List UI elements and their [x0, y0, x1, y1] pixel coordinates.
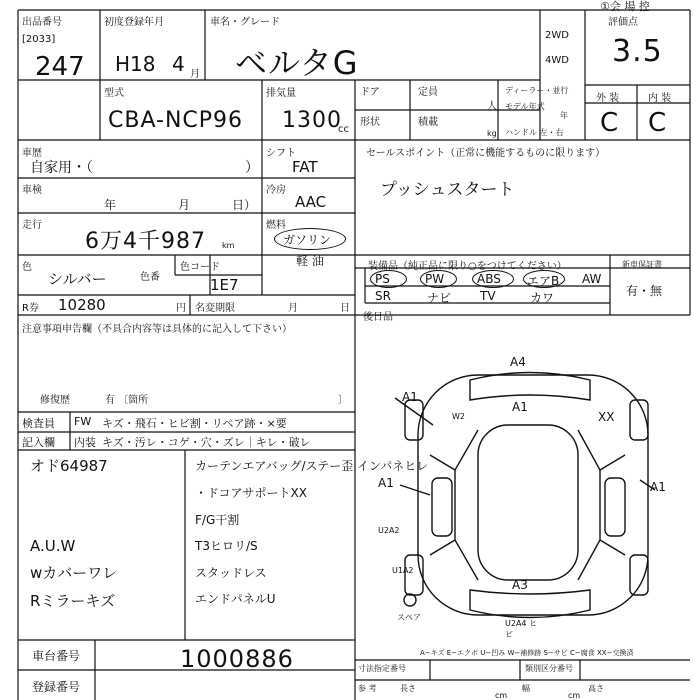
lot-sub: [2033] [22, 34, 56, 45]
recycle-label: R券 [22, 303, 39, 314]
equip-aw: AW [582, 272, 602, 286]
reference-label: 参 考 [358, 684, 377, 693]
capacity-label: 定員 [418, 87, 438, 98]
note-right-1: カーテンエアバッグ/ステー歪 インパネヒレ [195, 459, 429, 473]
equip-abs-circle [472, 270, 514, 288]
entry-items: キズ・汚レ・コゲ・穴・ズレ｜キレ・破レ [102, 436, 311, 449]
exterior-value: C [600, 108, 620, 138]
equip-abs: ABS [477, 272, 501, 286]
reg-no-label: 登録番号 [32, 680, 81, 694]
damage-mark-left-side: A1 [378, 476, 394, 490]
warranty-label: 新車保証書 [622, 260, 662, 269]
recycle-value: 10280 [58, 296, 106, 314]
load-label: 積載 [418, 117, 438, 128]
first-reg-month: 4 [172, 52, 185, 76]
equipment-label: 装備品（純正品に限り○をつけてください） [368, 261, 567, 272]
displacement-label: 排気量 [266, 88, 296, 99]
model-label: 型式 [104, 88, 124, 99]
shift-value: FAT [292, 158, 318, 176]
inspection-month: 月 [178, 198, 191, 212]
note-left-1: オド64987 [30, 457, 108, 475]
length-unit: cm [495, 691, 508, 700]
color-label: 色 [22, 262, 32, 273]
note-left-3: wカバーワレ [30, 564, 118, 582]
note-right-2: ・ドコアサポートXX [195, 486, 307, 500]
equip-airbag-circle [523, 270, 565, 288]
name-change-day: 日 [340, 303, 350, 314]
history-label: 車歴 [22, 148, 42, 159]
header-copy-label: ①会 場 控 [600, 0, 650, 13]
note-left-4: Rミラーキズ [30, 592, 116, 610]
inspection-year: 年 [104, 198, 117, 212]
spare-tire-label: スペア [397, 613, 421, 622]
repair-label: 修復歴 [40, 395, 70, 406]
equip-sr: SR [375, 289, 391, 303]
damage-legend: A−キズ E−エクボ U−凹み W−補修跡 S−サビ C−腐食 XX−交換済 [420, 649, 634, 657]
handle-label: ハンドル 左・右 [505, 128, 564, 137]
inspector-label: 検査員 [22, 417, 55, 430]
damage-mark-u2a2: U2A2 [378, 526, 400, 535]
lot-number: 247 [35, 52, 85, 82]
lot-label: 出品番号 [22, 17, 62, 28]
height-label: 高さ [588, 684, 604, 693]
score-label: 評価点 [608, 17, 638, 28]
interior-label: 内 装 [648, 93, 672, 104]
first-reg-label: 初度登録年月 [104, 17, 164, 28]
mileage-value: 6万4千987 [85, 229, 206, 254]
inspector-fw: FW [74, 415, 92, 428]
note-right-6: エンドパネルU [195, 592, 276, 606]
inspector-items: キズ・飛石・ヒビ割・リペア跡・×要 [102, 417, 287, 430]
load-unit: kg [487, 129, 497, 138]
equip-tv: TV [480, 289, 496, 303]
first-reg-year: H18 [115, 52, 156, 76]
name-change-month: 月 [288, 303, 298, 314]
doors-label: ドア [360, 87, 380, 98]
ac-value: AAC [295, 193, 327, 211]
class-number-label: 類別区分番号 [525, 664, 573, 673]
mileage-label: 走行 [22, 220, 42, 231]
size-number-label: 寸法指定番号 [358, 664, 406, 673]
shape-label: 形状 [360, 117, 380, 128]
damage-mark-w2: W2 [452, 412, 465, 421]
ac-label: 冷房 [266, 185, 286, 196]
drive-4wd: 4WD [545, 55, 569, 66]
equip-airbag: エアB [527, 274, 560, 288]
notes-label: 注意事項申告欄（不具合内容等は具体的に記入して下さい） [22, 324, 292, 335]
car-name-value: ベルタG [235, 44, 359, 82]
fuel-gasoline: ガソリン [283, 233, 332, 247]
color-code-label: 色コード [180, 262, 220, 273]
damage-mark-rear: A4 [510, 355, 526, 369]
note-left-2: A.U.W [30, 537, 76, 555]
score-value: 3.5 [612, 34, 663, 69]
vehicle-no-label: 車台番号 [32, 649, 81, 663]
equip-navi: ナビ [427, 291, 452, 305]
model-year-unit: 年 [560, 111, 568, 120]
name-change-label: 名変期限 [195, 303, 235, 314]
damage-mark-hood: A3 [512, 578, 528, 592]
damage-mark-front: U2A4 ヒビ [505, 619, 538, 639]
displacement-value: 1300 [282, 108, 342, 133]
damage-mark-right-side: A1 [650, 480, 666, 494]
note-right-3: F/G干割 [195, 513, 240, 527]
recycle-unit: 円 [176, 303, 186, 314]
post-date-label: 後日品 [363, 312, 393, 323]
damage-mark-trunk: A1 [512, 400, 528, 414]
car-name-label: 車名・グレード [210, 17, 280, 28]
capacity-unit: 人 [487, 101, 497, 112]
equip-pw-circle [420, 270, 457, 288]
warranty-value: 有・無 [626, 284, 663, 298]
fuel-diesel: 軽 油 [296, 254, 324, 268]
width-unit: cm [568, 691, 581, 700]
inspection-label: 車検 [22, 185, 42, 196]
interior-value: C [648, 108, 668, 138]
selling-value: プッシュスタート [380, 180, 515, 200]
model-year-label: モデル年式 [505, 102, 545, 111]
fuel-label: 燃料 [266, 220, 286, 231]
repair-value: 有 〔箇所 [105, 395, 149, 406]
damage-mark-u1a2: U1A2 [392, 566, 414, 575]
color-number-label: 色番 [140, 272, 160, 283]
note-right-5: スタッドレス [195, 566, 267, 580]
selling-label: セールスポイント（正常に機能するものに限ります） [366, 148, 606, 159]
equip-ps: PS [375, 272, 390, 286]
damage-mark-left-rear: A1 [402, 390, 418, 404]
inspection-day: 日） [232, 198, 257, 212]
displacement-unit: cc [338, 124, 349, 135]
entry-label: 記入欄 [22, 436, 55, 449]
dealer-label: ディーラー・並行 [505, 86, 569, 95]
note-right-4: T3ヒロリ/S [195, 539, 258, 553]
damage-mark-xx: XX [598, 410, 615, 424]
equip-pw: PW [425, 272, 445, 286]
history-value: 自家用・（ [30, 160, 93, 176]
equip-ps-circle [370, 270, 407, 288]
shift-label: シフト [266, 148, 296, 159]
history-close: ） [245, 160, 259, 176]
width-label: 幅 [522, 684, 530, 693]
vehicle-no-value: 1000886 [180, 645, 294, 673]
mileage-unit: km [222, 241, 235, 250]
color-value: シルバー [48, 270, 107, 288]
model-value: CBA-NCP96 [108, 108, 244, 133]
entry-interior: 内装 [74, 436, 96, 449]
equip-leather: カワ [530, 291, 555, 305]
exterior-label: 外 装 [596, 93, 620, 104]
drive-2wd: 2WD [545, 30, 569, 41]
repair-close: 〕 [338, 395, 348, 406]
color-code-value: 1E7 [210, 276, 239, 294]
length-label: 長さ [400, 684, 416, 693]
first-reg-month-unit: 月 [190, 69, 200, 80]
